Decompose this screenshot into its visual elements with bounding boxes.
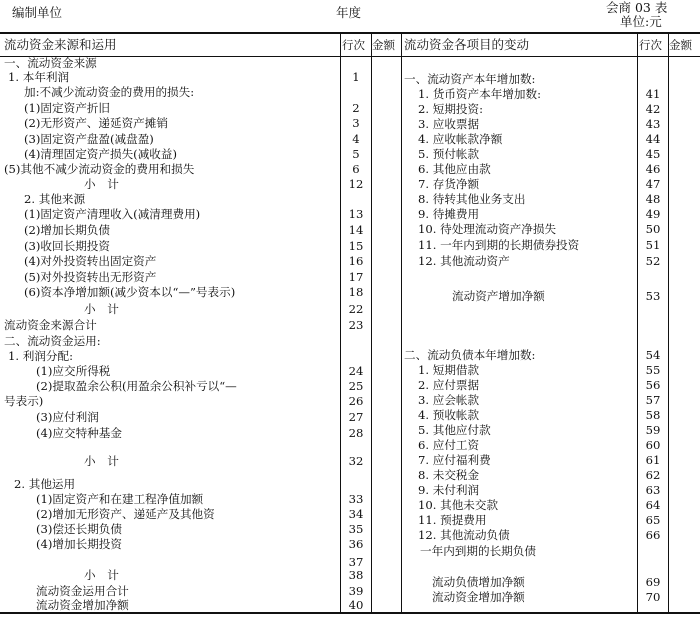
right-line-number: 53 bbox=[645, 289, 661, 303]
right-item-text: 11. 预提费用 bbox=[418, 513, 487, 527]
right-item-text: 5. 预付帐款 bbox=[418, 147, 480, 161]
left-item-text: 流动资金增加净额 bbox=[36, 598, 129, 612]
left-item-text: 小 计 bbox=[84, 568, 119, 582]
left-line-number: 33 bbox=[348, 492, 364, 506]
right-item-text: 4. 应收帐款净额 bbox=[418, 132, 503, 146]
right-line-number: 48 bbox=[645, 192, 661, 206]
right-amount-header: 金额 bbox=[669, 38, 692, 52]
right-item-text: 12. 其他流动负债 bbox=[418, 528, 510, 542]
left-line-number: 26 bbox=[348, 394, 364, 408]
right-item-text: 3. 应收票据 bbox=[418, 117, 480, 131]
col-divider-right-amount bbox=[668, 32, 669, 614]
right-line-number: 46 bbox=[645, 162, 661, 176]
left-item-text: (3)应付利润 bbox=[36, 410, 99, 424]
left-item-text: (4)增加长期投资 bbox=[36, 537, 122, 551]
left-item-text: 1. 本年利润 bbox=[8, 70, 70, 84]
left-item-text: (5)对外投资转出无形资产 bbox=[24, 270, 157, 284]
left-line-number: 27 bbox=[348, 410, 364, 424]
left-item-text: (5)其他不减少流动资金的费用和损失 bbox=[4, 162, 195, 176]
right-item-text: 10. 待处理流动资产净损失 bbox=[418, 222, 557, 236]
left-item-text: (6)资本净增加额(减少资本以“—”号表示) bbox=[24, 285, 236, 299]
left-item-text: 流动资金来源合计 bbox=[4, 318, 97, 332]
form-code: 会商 03 表 bbox=[606, 0, 668, 15]
left-item-text: 流动资金运用合计 bbox=[36, 584, 129, 598]
right-line-number: 69 bbox=[645, 575, 661, 589]
top-rule bbox=[0, 32, 700, 34]
right-line-number: 47 bbox=[645, 177, 661, 191]
right-item-text: 5. 其他应付款 bbox=[418, 423, 491, 437]
left-line-number: 2 bbox=[352, 101, 360, 115]
left-line-number: 35 bbox=[348, 522, 364, 536]
right-line-number: 45 bbox=[645, 147, 661, 161]
header-rule bbox=[0, 56, 700, 57]
right-line-number: 58 bbox=[645, 408, 661, 422]
right-item-text: 9. 待摊费用 bbox=[418, 207, 480, 221]
left-line-number: 32 bbox=[348, 454, 364, 468]
right-line-number: 62 bbox=[645, 468, 661, 482]
left-item-text: 1. 利润分配: bbox=[8, 349, 74, 363]
right-item-text: 9. 未付利润 bbox=[418, 483, 480, 497]
right-line-number: 51 bbox=[645, 238, 661, 252]
left-item-text: (1)固定资产清理收入(减清理费用) bbox=[24, 207, 201, 221]
right-item-text: 2. 短期投资: bbox=[418, 102, 484, 116]
left-item-text: 2. 其他来源 bbox=[24, 192, 86, 206]
left-item-text: 一、流动资金来源 bbox=[4, 56, 97, 70]
left-amount-header: 金额 bbox=[372, 38, 395, 52]
left-line-number: 12 bbox=[348, 177, 364, 191]
left-item-text: 小 计 bbox=[84, 302, 119, 316]
right-line-number: 43 bbox=[645, 117, 661, 131]
right-line-number: 59 bbox=[645, 423, 661, 437]
right-item-text: 流动资产增加净额 bbox=[452, 289, 545, 303]
left-item-text: (2)提取盈余公积(用盈余公积补亏以“— bbox=[36, 379, 237, 393]
left-item-text: (3)固定资产盘盈(减盘盈) bbox=[24, 132, 154, 146]
left-line-number: 3 bbox=[352, 116, 360, 130]
right-line-number: 44 bbox=[645, 132, 661, 146]
right-item-text: 10. 其他未交款 bbox=[418, 498, 499, 512]
unit-label: 单位:元 bbox=[620, 14, 662, 29]
right-item-text: 一年内到期的长期负债 bbox=[420, 544, 536, 558]
left-item-text: (1)固定资产和在建工程净值加额 bbox=[36, 492, 204, 506]
right-line-number: 63 bbox=[645, 483, 661, 497]
right-line-header: 行次 bbox=[639, 38, 662, 52]
col-divider-middle bbox=[401, 32, 402, 614]
left-item-text: (2)增加无形资产、递延产及其他资 bbox=[36, 507, 215, 521]
right-item-text: 6. 应付工资 bbox=[418, 438, 480, 452]
right-line-number: 70 bbox=[645, 590, 661, 604]
left-line-number: 13 bbox=[348, 207, 364, 221]
left-item-text: (1)应交所得税 bbox=[36, 364, 111, 378]
left-line-number: 14 bbox=[348, 223, 364, 237]
left-item-text: (1)固定资产折旧 bbox=[24, 101, 110, 115]
col-divider-left-amount bbox=[371, 32, 372, 614]
right-line-number: 50 bbox=[645, 222, 661, 236]
right-item-header: 流动资金各项目的变动 bbox=[404, 37, 530, 52]
year-label: 年度 bbox=[336, 5, 362, 20]
right-item-text: 4. 预收帐款 bbox=[418, 408, 480, 422]
left-line-number: 6 bbox=[352, 162, 360, 176]
left-line-number: 40 bbox=[348, 598, 364, 612]
left-item-text: (4)清理固定资产损失(减收益) bbox=[24, 147, 178, 161]
right-line-number: 57 bbox=[645, 393, 661, 407]
left-line-number: 22 bbox=[348, 302, 364, 316]
right-item-text: 1. 短期借款 bbox=[418, 363, 480, 377]
left-line-number: 38 bbox=[348, 568, 364, 582]
right-line-number: 65 bbox=[645, 513, 661, 527]
left-line-number: 17 bbox=[348, 270, 364, 284]
right-line-number: 66 bbox=[645, 528, 661, 542]
left-line-number: 36 bbox=[348, 537, 364, 551]
right-line-number: 54 bbox=[645, 348, 661, 362]
left-line-number: 28 bbox=[348, 426, 364, 440]
left-item-text: (2)无形资产、递延资产摊销 bbox=[24, 116, 168, 130]
right-item-text: 流动负债增加净额 bbox=[432, 575, 525, 589]
left-item-header: 流动资金来源和运用 bbox=[4, 37, 117, 52]
right-line-number: 56 bbox=[645, 378, 661, 392]
right-item-text: 二、流动负债本年增加数: bbox=[404, 348, 536, 362]
left-item-text: 小 计 bbox=[84, 177, 119, 191]
left-line-number: 18 bbox=[348, 285, 364, 299]
left-line-header: 行次 bbox=[342, 38, 365, 52]
left-item-text: 号表示) bbox=[4, 394, 44, 408]
right-line-number: 42 bbox=[645, 102, 661, 116]
left-line-number: 24 bbox=[348, 364, 364, 378]
right-line-number: 61 bbox=[645, 453, 661, 467]
right-item-text: 7. 存货净额 bbox=[418, 177, 480, 191]
left-item-text: (3)偿还长期负债 bbox=[36, 522, 122, 536]
left-line-number: 4 bbox=[352, 132, 360, 146]
right-item-text: 2. 应付票据 bbox=[418, 378, 480, 392]
bottom-rule bbox=[0, 612, 700, 614]
left-item-text: 加:不减少流动资金的费用的损失: bbox=[24, 85, 195, 99]
left-line-number: 39 bbox=[348, 584, 364, 598]
left-item-text: (4)对外投资转出固定资产 bbox=[24, 254, 157, 268]
left-item-text: (3)收回长期投资 bbox=[24, 239, 110, 253]
right-item-text: 3. 应会帐款 bbox=[418, 393, 480, 407]
left-item-text: 2. 其他运用 bbox=[14, 477, 76, 491]
right-item-text: 1. 货币资产本年增加数: bbox=[418, 87, 541, 101]
right-item-text: 12. 其他流动资产 bbox=[418, 254, 510, 268]
right-item-text: 流动资金增加净额 bbox=[432, 590, 525, 604]
left-item-text: (4)应交特种基金 bbox=[36, 426, 122, 440]
left-line-number: 25 bbox=[348, 379, 364, 393]
left-item-text: (2)增加长期负债 bbox=[24, 223, 110, 237]
left-line-number: 1 bbox=[352, 70, 360, 84]
left-line-number: 23 bbox=[348, 318, 364, 332]
right-item-text: 一、流动资产本年增加数: bbox=[404, 72, 536, 86]
right-line-number: 49 bbox=[645, 207, 661, 221]
left-item-text: 小 计 bbox=[84, 454, 119, 468]
right-line-number: 55 bbox=[645, 363, 661, 377]
left-line-number: 5 bbox=[352, 147, 360, 161]
right-item-text: 11. 一年内到期的长期债券投资 bbox=[418, 238, 580, 252]
left-line-number: 16 bbox=[348, 254, 364, 268]
right-item-text: 6. 其他应由款 bbox=[418, 162, 491, 176]
right-line-number: 64 bbox=[645, 498, 661, 512]
right-item-text: 8. 未交税金 bbox=[418, 468, 480, 482]
right-line-number: 52 bbox=[645, 254, 661, 268]
left-item-text: 二、流动资金运用: bbox=[4, 334, 101, 348]
compiler-label: 编制单位 bbox=[12, 5, 63, 20]
right-item-text: 7. 应付福利费 bbox=[418, 453, 491, 467]
right-line-number: 60 bbox=[645, 438, 661, 452]
left-line-number: 15 bbox=[348, 239, 364, 253]
right-line-number: 41 bbox=[645, 87, 661, 101]
left-line-number: 34 bbox=[348, 507, 364, 521]
left-line-number: 37 bbox=[348, 555, 364, 569]
right-item-text: 8. 待转其他业务支出 bbox=[418, 192, 526, 206]
